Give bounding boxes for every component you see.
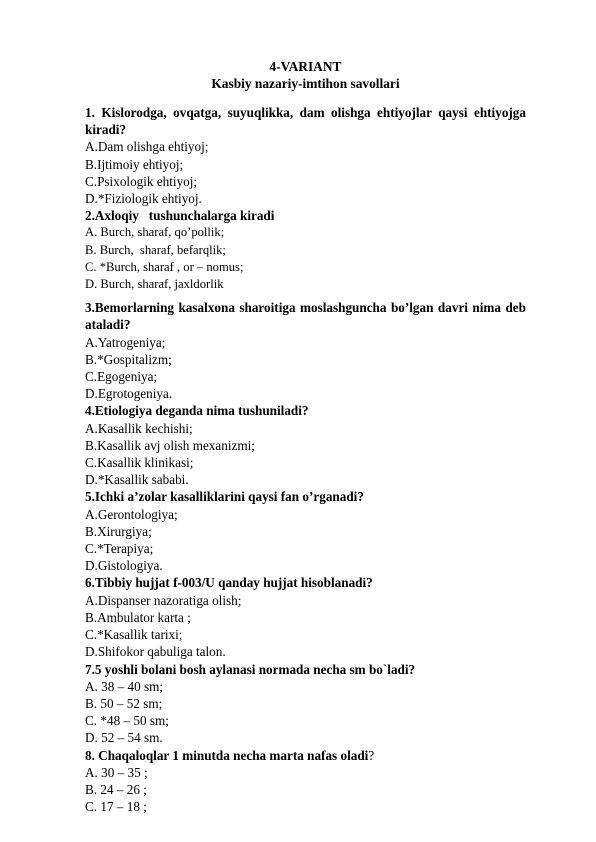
answer-option: B.Ijtimoiy ehtiyoj; [85,156,184,172]
answer-option: A.Dispanser nazoratiga olish; [85,592,242,608]
question-text: 4.Etiologiya deganda nima tushuniladi? [85,403,309,419]
answer-option: D.*Kasallik sababi. [85,472,189,488]
answer-option: D.*Fiziologik ehtiyoj. [85,191,202,207]
exam-subtitle: Kasbiy nazariy-imtihon savollari [211,76,400,91]
answer-option: C. *Burch, sharaf , or – nomus; [85,259,244,274]
question-block [85,661,526,747]
question-block [85,299,526,402]
answer-option: A. Burch, sharaf, qo’pollik; [85,225,225,240]
answer-option: C.Kasallik klinikasi; [85,455,194,471]
answer-option: A.Gerontologiya; [85,506,178,522]
question-block [85,104,526,207]
answer-option: D.Shifokor qabuliga talon. [85,644,226,660]
answer-option: B.*Gospitalizm; [85,351,172,367]
question-text: 3.Bemorlarning kasalxona sharoitiga moslashguncha bo’lgan davri nima deb ataladi? [85,300,526,333]
answer-option: C.Psixologik ehtiyoj; [85,173,198,189]
answer-option: B. Burch, sharaf, befarqlik; [85,242,226,257]
answer-option: B.Xirurgiya; [85,523,152,539]
answer-option: B. 50 – 52 sm; [85,695,163,711]
answer-option: A. 30 – 35 ; [85,764,148,780]
question-block [85,747,526,816]
answer-option: D.Gistologiya. [85,558,163,574]
answer-option: B.Ambulator karta ; [85,609,191,625]
answer-option: A.Kasallik kechishi; [85,420,193,436]
answer-option: A.Dam olishga ehtiyoj; [85,139,209,155]
answer-option: C. *48 – 50 sm; [85,713,169,729]
question-text: 7.5 yoshli bolani bosh aylanasi normada necha sm bo`ladi? [85,661,416,677]
answer-option: B.Kasallik avj olish mexanizmi; [85,437,255,453]
question-block [85,488,526,574]
answer-option: D. 52 – 54 sm. [85,730,163,746]
answer-option: C.*Kasallik tarixi; [85,627,183,643]
question-block [85,574,526,660]
answer-option: A.Yatrogeniya; [85,334,166,350]
answer-option: B. 24 – 26 ; [85,781,147,797]
question-block [85,207,526,293]
question-block [85,402,526,488]
answer-option: A. 38 – 40 sm; [85,678,164,694]
variant-title: 4-VARIANT [269,59,342,74]
answer-option: D. Burch, sharaf, jaxldorlik [85,277,224,292]
question-text: 2.Axloqiy tushunchalarga kiradi [85,208,275,224]
question-text: 1. Kislorodga, ovqatga, suyuqlikka, dam olishga ehtiyojlar qaysi ehtiyojga kiradi? [85,105,526,138]
answer-option: C.*Terapiya; [85,541,154,557]
question-text-main: 8. Chaqaloqlar 1 minutda necha marta nafas oladi [85,747,369,763]
question-text [85,747,526,764]
answer-option: D.Egrotogeniya. [85,386,173,402]
question-text: 5.Ichki a’zolar kasalliklarini qaysi fan o’rganadi? [85,489,364,505]
answer-option: C. 17 – 18 ; [85,799,147,815]
question-mark: ? [368,747,375,763]
answer-option: C.Egogeniya; [85,369,158,385]
question-text: 6.Tibbiy hujjat f-003/U qanday hujjat hisoblanadi? [85,575,373,591]
